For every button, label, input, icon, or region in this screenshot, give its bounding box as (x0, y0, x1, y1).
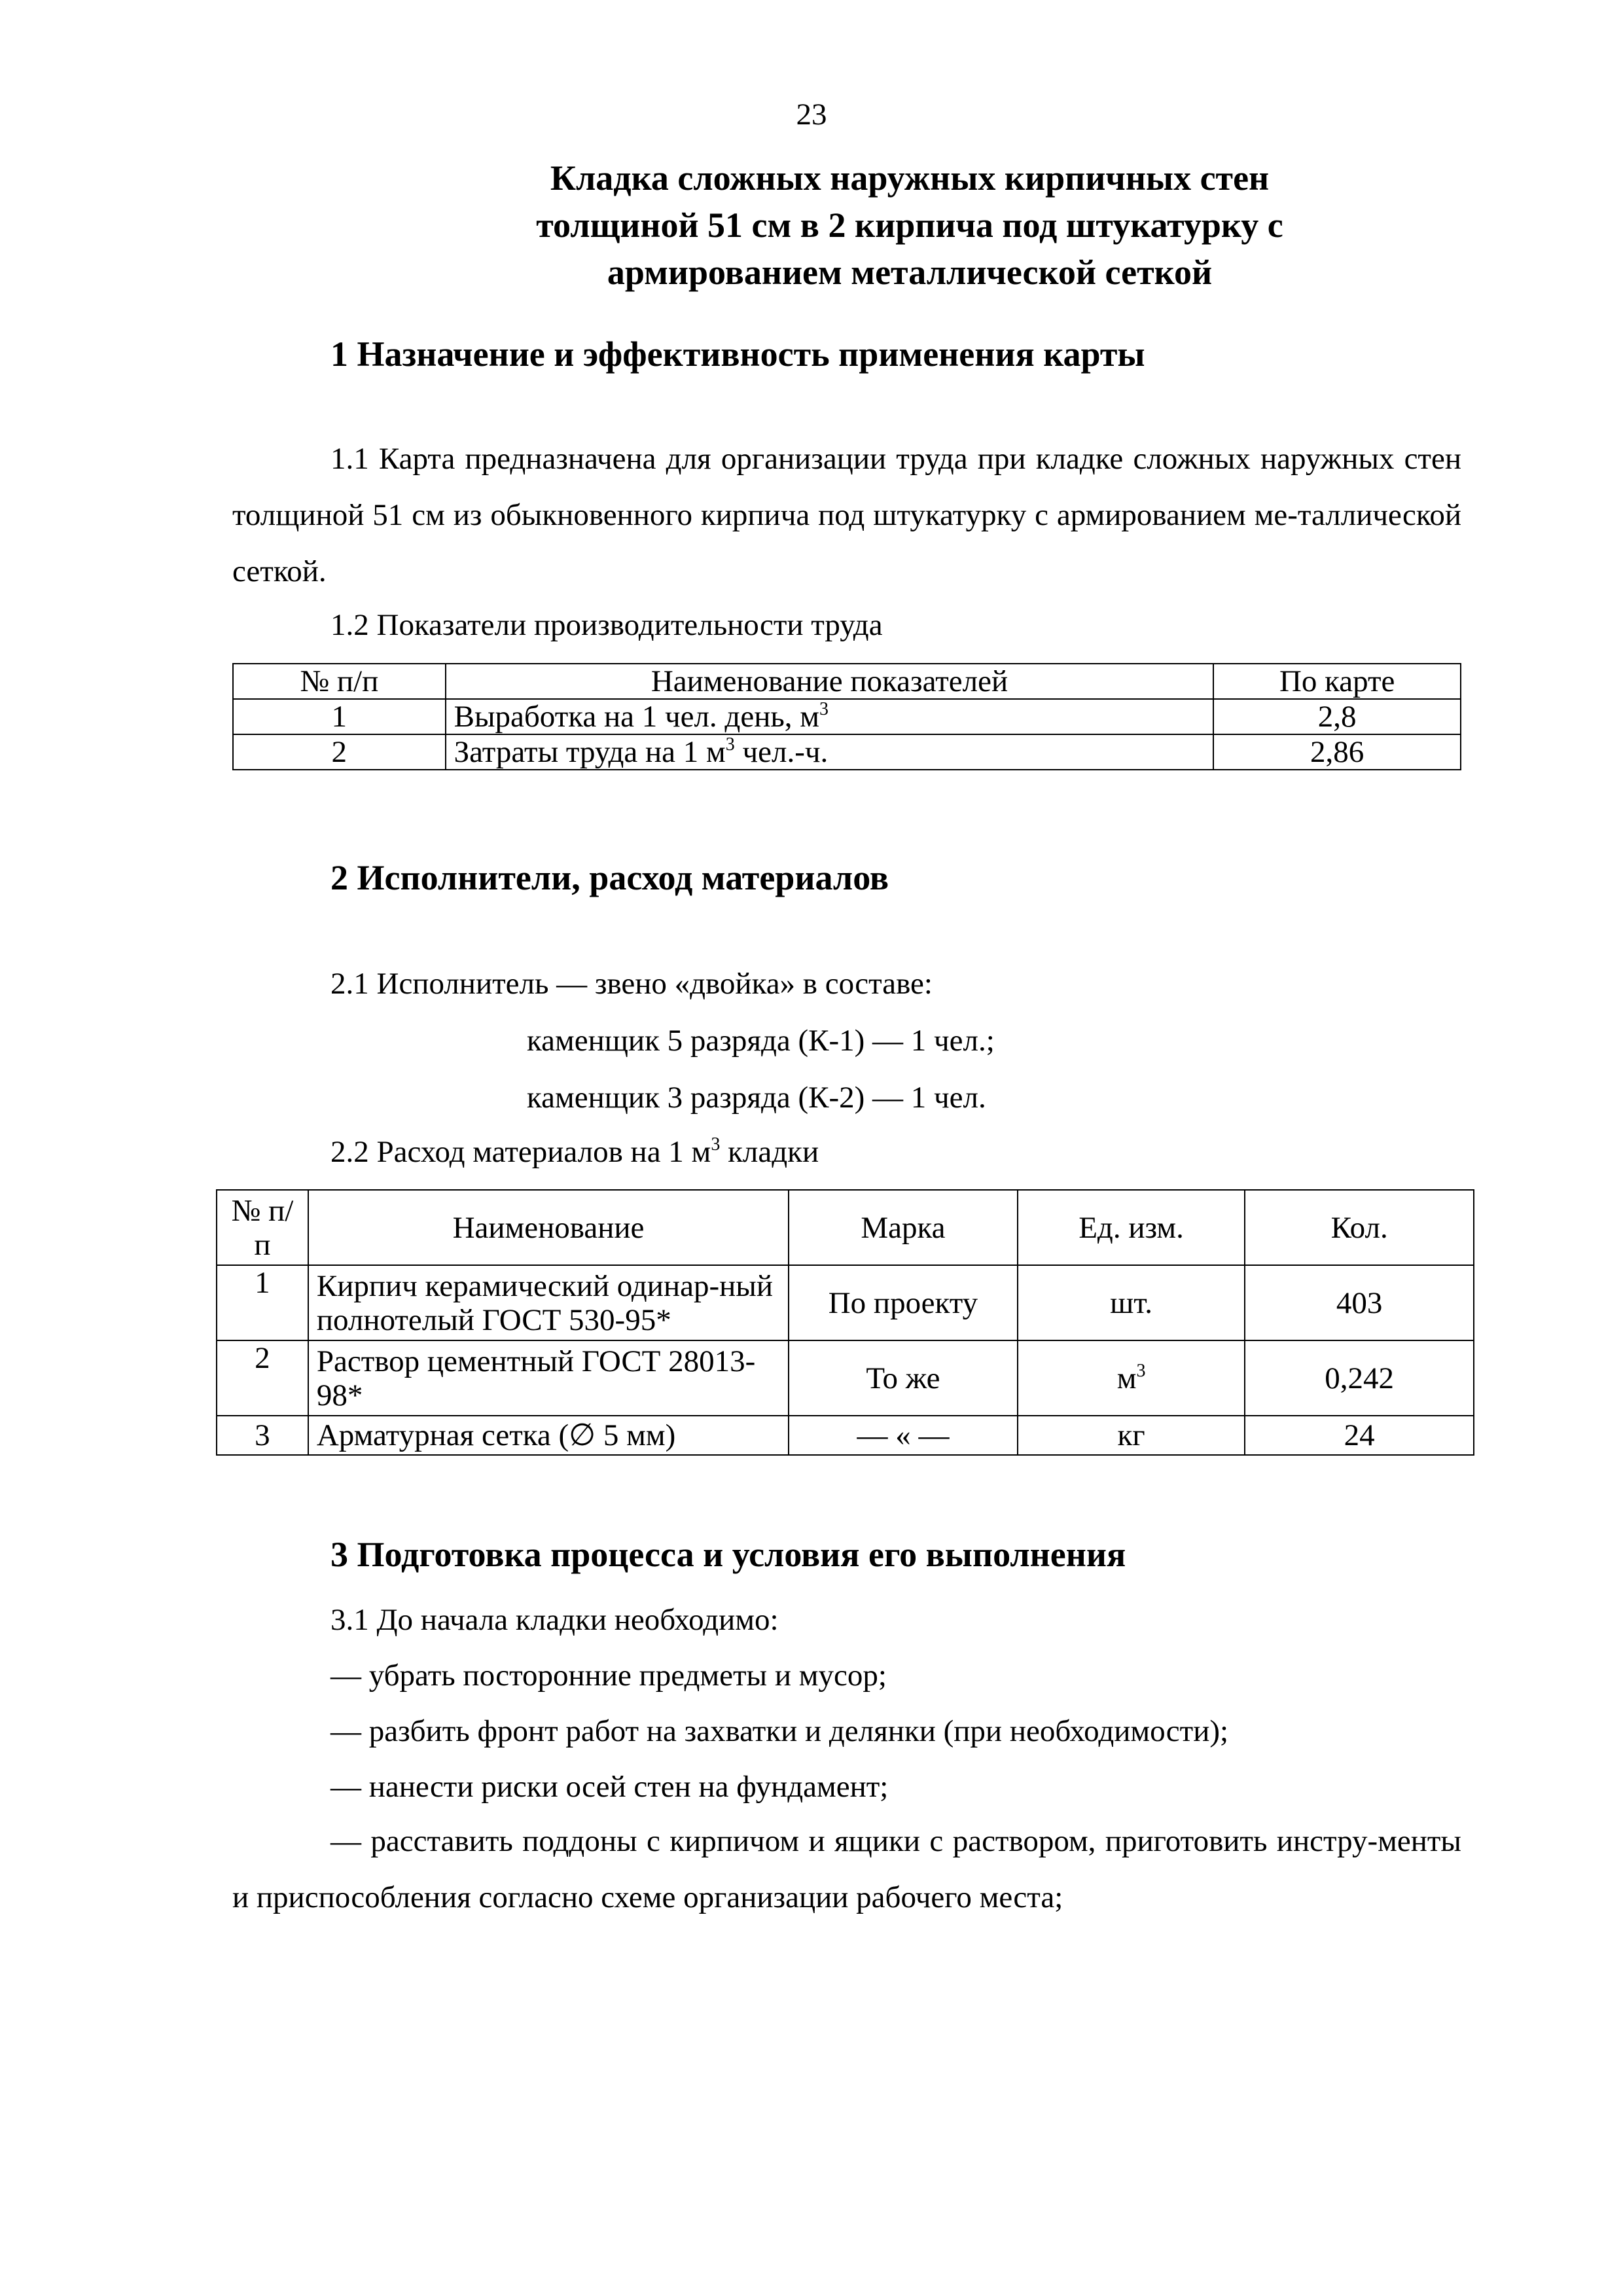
row-mark: По проекту (789, 1265, 1018, 1340)
page-number: 23 (796, 98, 827, 132)
row-name-sup: 3 (725, 734, 735, 755)
header-qty: Кол. (1245, 1190, 1474, 1265)
title-line-2: толщиной 51 см в 2 кирпича под штукатурку с (536, 206, 1283, 245)
materials-table (216, 1189, 1474, 1456)
row-unit (1018, 1416, 1245, 1455)
paragraph-1-1: 1.1 Карта предназначена для организации труда при кладке сложных наружных стен толщиной 51 см из обыкновенного кирпича под штукатурку с армированием ме-таллической сеткой. (232, 442, 1461, 588)
paragraph-1-2: 1.2 Показатели производительности труда (330, 608, 883, 642)
p2-2-after: кладки (720, 1135, 819, 1169)
header-unit: Ед. изм. (1018, 1190, 1245, 1265)
header-name: Наименование показателей (446, 664, 1214, 699)
paragraph-2-1: 2.1 Исполнитель — звено «двойка» в составе: (330, 967, 933, 1001)
row-unit (1018, 1265, 1245, 1340)
row-qty: 403 (1245, 1265, 1474, 1340)
table-header-row (233, 664, 1461, 699)
header-mark: Марка (789, 1190, 1018, 1265)
row-mark: — « — (789, 1416, 1018, 1455)
row-name: Арматурная сетка (∅ 5 мм) (308, 1416, 789, 1455)
table-row (217, 1265, 1474, 1340)
row-value: 2,86 (1213, 734, 1461, 770)
row-unit (1018, 1340, 1245, 1416)
section-1-heading: 1 Назначение и эффективность применения карты (330, 334, 1145, 374)
title-line-3: армированием металлической сеткой (607, 253, 1213, 292)
p2-2-sup: 3 (711, 1134, 721, 1155)
row-unit-text: кг (1117, 1418, 1145, 1452)
row-unit-sup: 3 (1136, 1360, 1146, 1381)
row-name-text: Выработка на 1 чел. день, м (454, 700, 820, 734)
row-num: 2 (217, 1340, 308, 1416)
table-row (217, 1340, 1474, 1416)
row-unit-text: шт. (1110, 1285, 1153, 1320)
row-num: 1 (217, 1265, 308, 1340)
row-name: Раствор цементный ГОСТ 28013-98* (308, 1340, 789, 1416)
header-value: По карте (1213, 664, 1461, 699)
row-name-after: чел.-ч. (734, 735, 829, 769)
list-item: — разбить фронт работ на захватки и делянки (при необходимости); (330, 1714, 1229, 1748)
worker-1: каменщик 5 разряда (К-1) — 1 чел.; (527, 1024, 995, 1058)
row-value: 2,8 (1213, 699, 1461, 734)
list-item: — убрать посторонние предметы и мусор; (330, 1659, 887, 1693)
header-name: Наименование (308, 1190, 789, 1265)
p2-2-text: 2.2 Расход материалов на 1 м (330, 1135, 711, 1169)
section-3-heading: 3 Подготовка процесса и условия его выполнения (330, 1535, 1126, 1574)
worker-2: каменщик 3 разряда (К-2) — 1 чел. (527, 1081, 986, 1115)
row-num: 2 (233, 734, 446, 770)
row-name (446, 699, 1214, 734)
table-row (233, 699, 1461, 734)
section-2-heading: 2 Исполнители, расход материалов (330, 858, 889, 897)
paragraph-3-1: 3.1 До начала кладки необходимо: (330, 1603, 779, 1637)
row-name-text: Затраты труда на 1 м (454, 735, 726, 769)
paragraph-2-2 (330, 1132, 819, 1172)
table-row (217, 1416, 1474, 1455)
productivity-table (232, 663, 1461, 770)
row-name (446, 734, 1214, 770)
row-num: 3 (217, 1416, 308, 1455)
title-line-1: Кладка сложных наружных кирпичных стен (550, 158, 1270, 198)
header-num: № п/п (233, 664, 446, 699)
header-num: № п/п (217, 1190, 308, 1265)
table-header-row (217, 1190, 1474, 1265)
table-row (233, 734, 1461, 770)
list-item: — расставить поддоны с кирпичом и ящики с раствором, приготовить инстру-менты и приспособления согласно схеме организации рабочего места; (232, 1824, 1461, 1914)
row-mark: То же (789, 1340, 1018, 1416)
document-title (393, 154, 1427, 296)
list-item: — нанести риски осей стен на фундамент; (330, 1770, 889, 1804)
row-name-sup: 3 (819, 699, 829, 719)
row-qty: 0,242 (1245, 1340, 1474, 1416)
row-name: Кирпич керамический одинар-ный полнотелый ГОСТ 530-95* (308, 1265, 789, 1340)
row-num: 1 (233, 699, 446, 734)
row-unit-text: м (1116, 1361, 1137, 1395)
row-qty: 24 (1245, 1416, 1474, 1455)
